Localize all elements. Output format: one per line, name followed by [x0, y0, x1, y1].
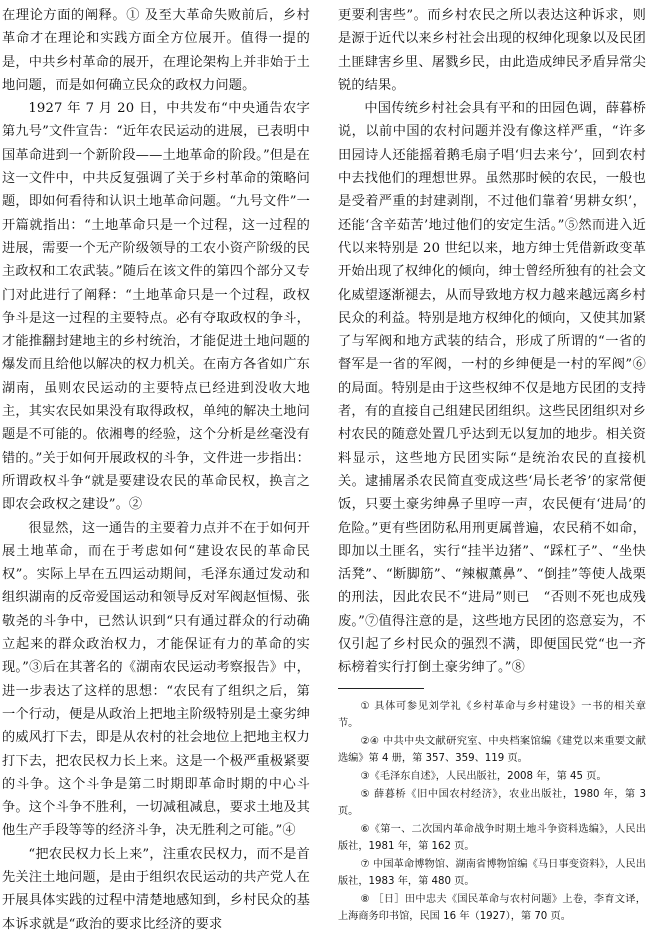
- right-text-column: [338, 4, 646, 680]
- footnote: ②④ 中共中央文献研究室、中央档案馆编《建党以来重要文献选编》第 4 册，第 357、359、119 页。: [338, 736, 646, 764]
- paragraph: “把农民权力长上来”，注重农民权力，而不是首先关注土地问题，是由于组织农民运动的共产党人在开展具体实践的过程中清楚地感知到，乡村民众的基本诉求就是“政治的要求比经济的要求: [2, 846, 310, 932]
- footnote: ⑧ ［日］田中忠夫《国民革命与农村问题》上卷，李育文译，上海商务印书馆，民国 16 年（1927），第 70 页。: [338, 894, 646, 922]
- left-text-column: [2, 4, 310, 936]
- footnote: ⑥《第一、二次国内革命战争时期土地斗争资料选编》，人民出版社，1981 年，第 162 页。: [338, 824, 646, 852]
- footnote: ① 具体可参见刘学礼《乡村革命与乡村建设》一书的相关章节。: [338, 701, 646, 729]
- footnote: ⑦ 中国革命博物馆、湖南省博物馆编《马日事变资料》，人民出版社，1983 年，第 480 页。: [338, 859, 646, 887]
- footnote: ③《毛泽东自述》，人民出版社，2008 年，第 45 页。: [360, 771, 607, 782]
- paragraph: 1927 年 7 月 20 日，中共发布“中央通告农字第九号”文件宣告：“近年农民运动的进展，已表明中国革命进到一个新阶段——土地革命的阶段。”但是在这一文件中，中共反复强调了关于乡村革命的策略问题，即如何看待和认识土地革命问题。“九号文件”一开篇就指出：“土地革命只是一个过程，这一过程的进展，需要一个无产阶级领导的工农小资产阶级的民主政权和工农武装。”随后在该文件的第四个部分又专门对此进行了阐释：“土地革命只是一个过程，政权争斗是这一过程的主要特点。必有夺取政权的争斗，才能推翻封建地主的乡村统治，才能促进土地问题的爆发而且给他以解决的权力机关。在南方各省如广东湖南，虽则农民运动的主要特点已经进到没收大地主，其实农民如果没有取得政权，单纯的解决土地问题是不可能的。依湘粤的经验，这个分析是丝毫没有错的。”关于如何开展政权的斗争，文件进一步指出：所谓政权斗争“就是要建设农民的革命民权，换言之即农会政权之建设”。②: [2, 101, 310, 513]
- paragraph: 更要利害些”。而乡村农民之所以表达这种诉求，则是源于近代以来乡村社会出现的权绅化现象以及民团土匪肆害乡里、屠戮乡民，由此造成绅民矛盾异常尖锐的结果。: [338, 8, 646, 93]
- footnotes: [338, 698, 646, 926]
- paragraph: 很显然，这一通告的主要着力点并不在于如何开展土地革命，而在于考虑如何“建设农民的革命民权”。实际上早在五四运动期间，毛泽东通过发动和组织湖南的反帝爱国运动和领导反对军阀赵恒惕、张敬尧的斗争中，已然认识到“只有通过群众的行动确立起来的群众政治权力，才能保证有力的革命的实现。”③后在其著名的《湖南农民运动考察报告》中，进一步表达了这样的思想：“农民有了组织之后，第一个行动，便是从政治上把地主阶级特别是土豪劣绅的威风打下去，即是从农村的社会地位上把地主权力打下去，把农民权力长上来。这是一个极严重极紧要的斗争。这个斗争是第二时期即革命时期的中心斗争。这个斗争不胜利，一切减租减息，要求土地及其他生产手段等等的经济斗争，决无胜利之可能。”④: [2, 520, 310, 839]
- paragraph: 在理论方面的阐释。① 及至大革命失败前后，乡村革命才在理论和实践方面全方位展开。值得一提的是，中共乡村革命的展开，在理论架构上并非始于土地问题，而是如何确立民众的政权力问题。: [2, 8, 310, 93]
- footnote-divider: [338, 688, 424, 689]
- footnote: ⑤ 薛暮桥《旧中国农村经济》，农业出版社，1980 年，第 3 页。: [338, 789, 646, 817]
- paragraph: 中国传统乡村社会具有平和的田园色调，薛暮桥说，以前中国的农村问题并没有像这样严重，“许多田园诗人还能摇着鹅毛扇子唱‘归去来兮’，回到农村中去找他们的理想世界。虽然那时候的农民，一般也是受着严重的封建剥削，不过他们靠着‘男耕女织’，还能‘含辛茹苦’地过他们的安定生活。”⑤然而进入近代以来特别是 20 世纪以来，地方绅士凭借新政变革开始出现了权绅化的倾向，绅士曾经所独有的社会文化威望逐渐褪去，从而导致地方权力越来越远离乡村民众的利益。特别是地方权绅化的倾向，又使其加紧了与军阀和地方武装的结合，形成了所谓的“一省的督军是一省的军阀，一村的乡绅便是一村的军阀”⑥的局面。特别是由于这些权绅不仅是地方民团的支持者，有的直接自己组建民团组织。这些民团组织对乡村农民的随意处置几乎达到无以复加的地步。相关资料显示，这些地方民团实际“是统治农民的直接机关。逮捕屠杀农民简直变成这些‘局长老爷’的家常便饭，只要土豪劣绅鼻子里哼一声，农民便有‘进局’的危险。”更有些团防私用刑更属普遍，农民稍不如命，即加以土匪名，实行“挂半边猪”、“踩杠子”、“坐快活凳”、“断脚筋”、“辣椒薰鼻”、“倒挂”等使人战栗的刑法，因此农民不“进局”则已 “否则不死也成残废。”⑦值得注意的是，这些地方民团的恣意妄为，不仅引起了乡村民众的强烈不满，即便国民党“也一齐标榜着实行打倒土豪劣绅了。”⑧: [338, 101, 646, 676]
